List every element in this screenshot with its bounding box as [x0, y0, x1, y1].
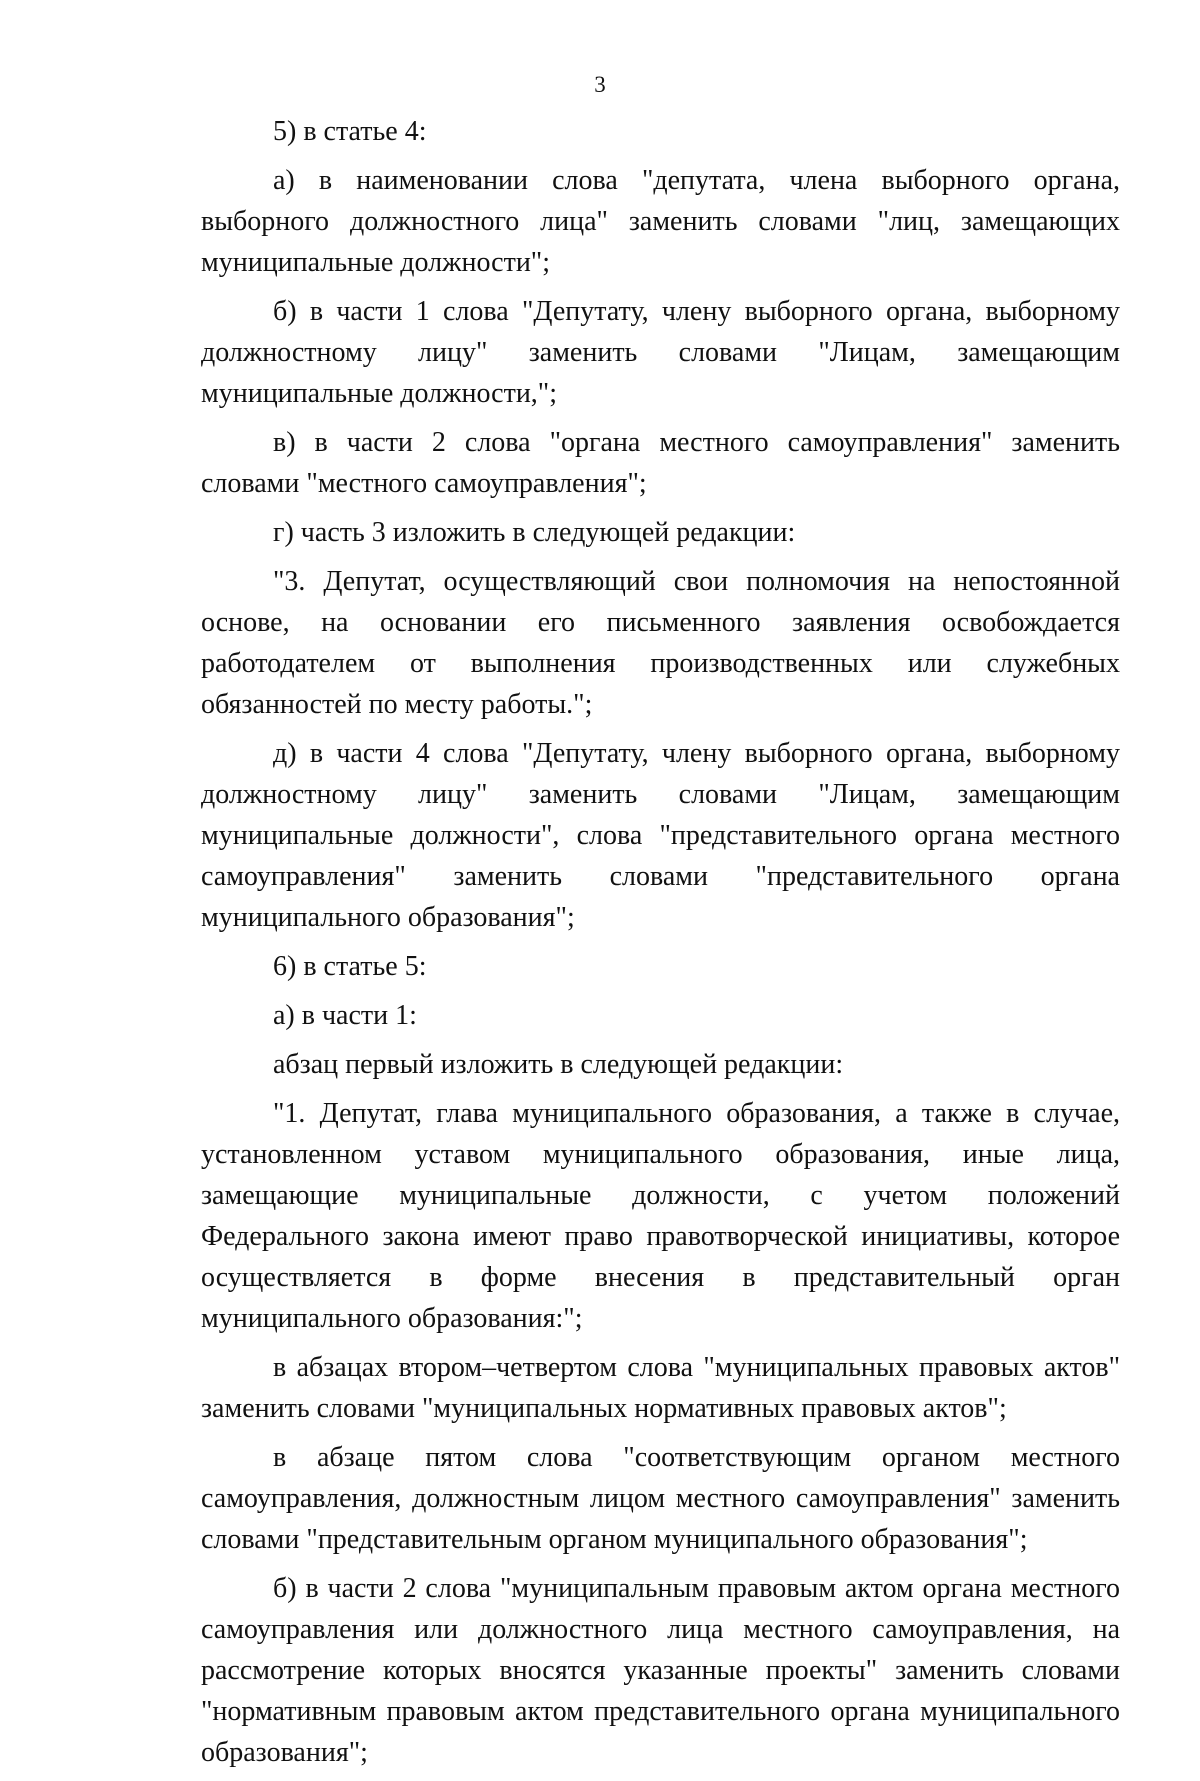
- paragraph-article-5: 6) в статье 5:: [273, 951, 427, 982]
- paragraph-5a: а) в части 1:: [273, 1000, 417, 1031]
- paragraph-4b: б) в части 1 слова "Депутату, члену выборного органа, выборному должностному лицу" заменить словами "Лицам, замещающим муниципальные должности,";: [201, 296, 1120, 409]
- paragraph-4a: а) в наименовании слова "депутата, члена выборного органа, выборного должностного лица" заменить словами "лиц, замещающих муниципальные должности";: [201, 165, 1120, 278]
- paragraph-5a-5: в абзаце пятом слова "соответствующим органом местного самоуправления, должностным лицом местного самоуправления" заменить словами "представительным органом муниципального образования";: [201, 1442, 1120, 1555]
- page-number: 3: [594, 72, 606, 97]
- paragraph-5b: б) в части 2 слова "муниципальным правовым актом органа местного самоуправления или должностного лица местного самоуправления, на рассмотрение которых вносятся указанные проекты" заменить словами "нормативным правовым актом представительного органа муниципального образования";: [201, 1573, 1120, 1768]
- paragraph-4d: д) в части 4 слова "Депутату, члену выборного органа, выборному должностному лицу" заменить словами "Лицам, замещающим муниципальные должности", слова "представительного органа местного самоуправления" заменить словами "представительного органа муниципального образования";: [201, 738, 1120, 933]
- paragraph-4g: г) часть 3 изложить в следующей редакции:: [273, 517, 796, 548]
- paragraph-5a-2-4: в абзацах втором–четвертом слова "муниципальных правовых актов" заменить словами "муниципальных нормативных правовых актов";: [201, 1352, 1120, 1424]
- paragraph-4v: в) в части 2 слова "органа местного самоуправления" заменить словами "местного самоуправления";: [201, 427, 1120, 499]
- paragraph-5a-first: абзац первый изложить в следующей редакции:: [273, 1049, 844, 1080]
- paragraph-4g-quote: "3. Депутат, осуществляющий свои полномочия на непостоянной основе, на основании его письменного заявления освобождается работодателем от выполнения производственных или служебных обязанностей по месту работы.";: [201, 566, 1120, 720]
- paragraph-article-4: 5) в статье 4:: [273, 116, 427, 147]
- paragraph-5a-quote: "1. Депутат, глава муниципального образования, а также в случае, установленном уставом муниципального образования, иные лица, замещающие муниципальные должности, с учетом положений Федерального закона имеют право правотворческой инициативы, которое осуществляется в форме внесения в представительный орган муниципального образования:";: [201, 1098, 1120, 1334]
- document-body: [201, 111, 1120, 1781]
